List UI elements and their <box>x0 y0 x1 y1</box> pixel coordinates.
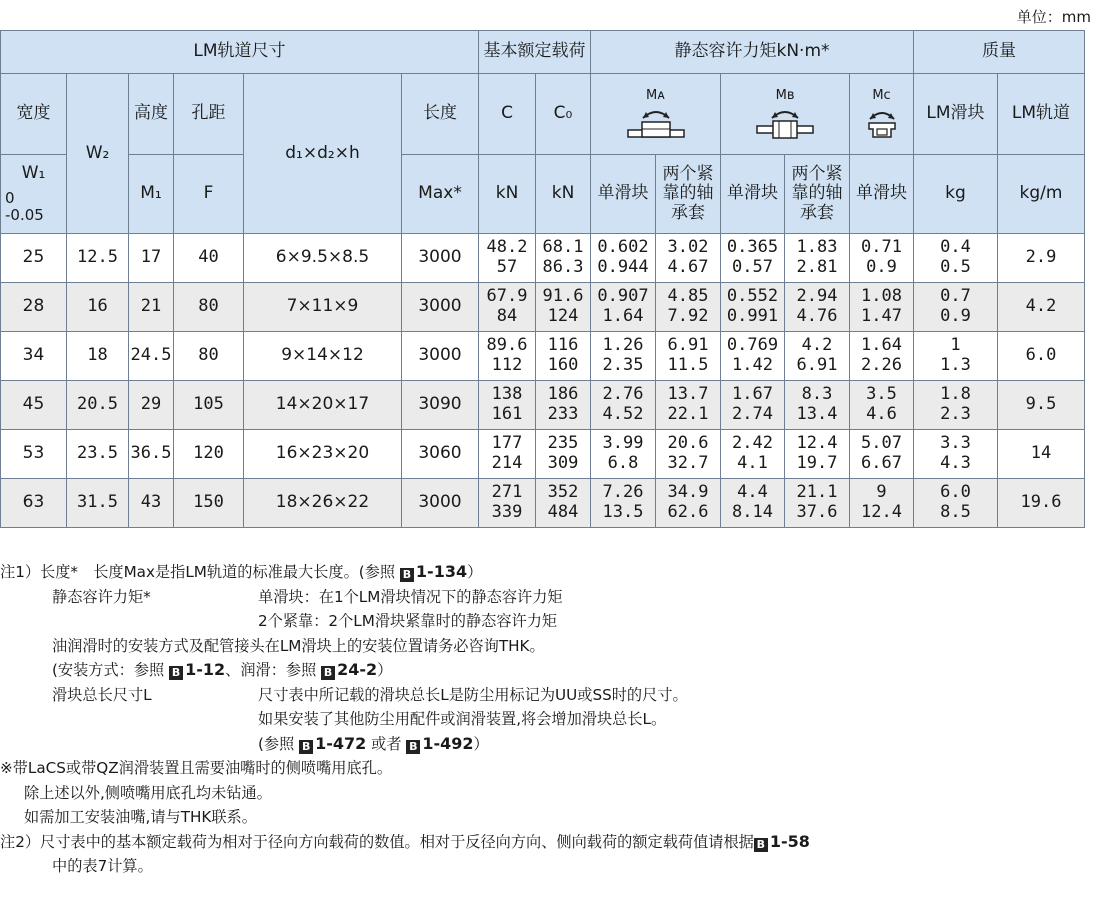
mb-double-block-header: 两个紧靠的轴承套 <box>785 155 850 234</box>
c-value: 57 <box>496 257 518 277</box>
ma-double-cell <box>656 234 721 283</box>
mb-single-value: 8.14 <box>732 502 773 522</box>
c-unit: kN <box>479 155 536 234</box>
mb-double-value: 1.83 <box>796 237 838 258</box>
note-label: 静态容许力矩* <box>52 587 151 606</box>
w1-cell: 34 <box>1 332 67 381</box>
m1-cell: 29 <box>129 381 174 430</box>
c-value: 84 <box>496 306 518 326</box>
rolling-moment-icon <box>862 105 902 139</box>
block-mass-value: 0.4 <box>940 237 971 258</box>
c0-value: 116 <box>547 335 579 356</box>
mb-single-value: 1.42 <box>732 355 773 375</box>
lm-rail-dimensions-header: LM轨道尺寸 <box>1 31 479 74</box>
ma-double-value: 32.7 <box>667 453 709 473</box>
m1-cell: 17 <box>129 234 174 283</box>
length-header: 长度 <box>402 74 479 155</box>
mb-double-cell <box>785 479 850 528</box>
note-line: 2个紧靠：2个LM滑块紧靠时的静态容许力矩 <box>258 612 558 630</box>
ma-single-value: 4.52 <box>602 404 644 424</box>
holes-cell: 14×20×17 <box>244 381 402 430</box>
ma-single-value: 0.944 <box>597 257 649 277</box>
mb-single-value: 0.991 <box>726 306 779 326</box>
max-length-cell: 3090 <box>402 381 479 430</box>
block-mass-value: 1 <box>950 335 961 356</box>
c-value: 138 <box>491 384 523 405</box>
mc-value: 1.08 <box>861 286 902 307</box>
ma-single-value: 0.602 <box>597 237 649 258</box>
mb-single-cell <box>721 234 785 283</box>
w2-header: W₂ <box>67 74 129 234</box>
ma-single-value: 7.26 <box>602 482 644 503</box>
w2-cell: 18 <box>67 332 129 381</box>
w2-cell: 31.5 <box>67 479 129 528</box>
ma-single-value: 6.8 <box>607 453 639 473</box>
m1-cell: 36.5 <box>129 430 174 479</box>
f-cell: 40 <box>174 234 244 283</box>
page-reference-icon: B <box>169 666 183 680</box>
holes-cell: 9×14×12 <box>244 332 402 381</box>
ma-double-value: 34.9 <box>667 482 709 503</box>
block-mass-cell <box>914 479 998 528</box>
note-text: 或者 <box>366 734 407 753</box>
ma-single-value: 2.35 <box>602 355 644 375</box>
page-reference-icon: B <box>321 666 335 680</box>
c0-value: 86.3 <box>542 257 584 277</box>
mc-label: Mᴄ <box>872 87 891 103</box>
mb-single-cell <box>721 381 785 430</box>
mb-single-value: 0.365 <box>726 237 779 258</box>
w1-tolerance-lower: -0.05 <box>5 205 44 224</box>
mb-double-value: 6.91 <box>796 355 838 375</box>
note-text: 注1）长度* 长度Max是指LM轨道的标准最大长度。(参照 <box>0 563 400 581</box>
block-mass-unit: kg <box>914 155 998 234</box>
max-length-cell: 3000 <box>402 332 479 381</box>
mb-label: Mʙ <box>775 87 795 103</box>
mb-double-cell <box>785 234 850 283</box>
note-line: 如果安装了其他防尘用配件或润滑装置,将会增加滑块总长L。 <box>258 710 667 728</box>
holes-header: d₁×d₂×h <box>244 74 402 234</box>
table-row <box>1 381 1085 430</box>
m1-header: M₁ <box>129 155 174 234</box>
mb-single-value: 1.67 <box>732 384 773 405</box>
c-cell <box>479 381 536 430</box>
table-row <box>1 332 1085 381</box>
ma-double-value: 7.92 <box>667 306 709 326</box>
block-mass-value: 1.3 <box>940 355 971 375</box>
mc-cell <box>850 234 914 283</box>
page-reference: 1-472 <box>315 733 367 753</box>
f-cell: 105 <box>174 381 244 430</box>
note-label: 滑块总长尺寸L <box>52 685 152 704</box>
note-text: ） <box>467 563 483 581</box>
ma-single-value: 0.907 <box>597 286 649 307</box>
note-text: ） <box>473 734 489 753</box>
rail-mass-cell: 19.6 <box>998 479 1085 528</box>
mb-double-cell <box>785 332 850 381</box>
w1-header <box>1 155 67 234</box>
mc-value: 5.07 <box>861 433 902 454</box>
page-reference: 24-2 <box>337 660 378 679</box>
mc-value: 4.6 <box>866 404 897 424</box>
c-header: C <box>479 74 536 155</box>
w2-cell: 23.5 <box>67 430 129 479</box>
note-text: 尺寸表中所记载的滑块总长L是防尘用标记为UU或SS时的尺寸。 <box>258 685 688 704</box>
note-text: (安装方式：参照 <box>52 661 170 679</box>
mb-double-value: 13.4 <box>796 404 838 424</box>
c-cell <box>479 234 536 283</box>
ma-double-block-header: 两个紧靠的轴承套 <box>656 155 721 234</box>
c0-value: 124 <box>547 306 579 326</box>
ma-double-value: 4.67 <box>667 257 709 277</box>
ma-single-value: 3.99 <box>602 433 644 454</box>
mc-single-block-header: 单滑块 <box>850 155 914 234</box>
ma-double-value: 3.02 <box>667 237 709 258</box>
block-mass-value: 3.3 <box>940 433 971 454</box>
ma-double-cell <box>656 283 721 332</box>
w2-cell: 20.5 <box>67 381 129 430</box>
pitch-header: 孔距 <box>174 74 244 155</box>
c-value: 214 <box>491 453 523 473</box>
ma-label: Mᴀ <box>646 87 665 103</box>
block-mass-value: 1.8 <box>940 384 971 405</box>
block-mass-value: 0.7 <box>940 286 971 307</box>
note-text: 单滑块：在1个LM滑块情况下的静态容许力矩 <box>258 587 563 606</box>
note-line: ※带LaCS或带QZ润滑装置且需要油嘴时的侧喷嘴用底孔。 <box>0 759 393 777</box>
mc-value: 1.64 <box>861 335 902 356</box>
mb-single-cell <box>721 479 785 528</box>
ma-single-value: 1.26 <box>602 335 644 356</box>
m1-cell: 24.5 <box>129 332 174 381</box>
c0-cell <box>536 381 591 430</box>
mb-single-value: 2.42 <box>732 433 773 454</box>
width-header: 宽度 <box>1 74 67 155</box>
table-row <box>1 430 1085 479</box>
page-reference-icon: B <box>400 568 414 582</box>
page-reference-icon: B <box>299 740 313 754</box>
mb-single-cell <box>721 332 785 381</box>
rail-mass-cell: 2.9 <box>998 234 1085 283</box>
ma-single-cell <box>591 332 656 381</box>
mc-header <box>850 74 914 155</box>
c0-unit: kN <box>536 155 591 234</box>
holes-cell: 7×11×9 <box>244 283 402 332</box>
rail-mass-cell: 9.5 <box>998 381 1085 430</box>
w1-cell: 28 <box>1 283 67 332</box>
note-line <box>0 830 1097 855</box>
mc-value: 3.5 <box>866 384 897 405</box>
ma-single-value: 2.76 <box>602 384 644 405</box>
mc-value: 2.26 <box>861 355 902 375</box>
c0-value: 352 <box>547 482 579 503</box>
page-reference: 1-134 <box>415 562 468 581</box>
pitching-moment-icon <box>625 105 687 139</box>
ma-single-cell <box>591 381 656 430</box>
ma-double-value: 11.5 <box>667 355 709 375</box>
block-mass-cell <box>914 430 998 479</box>
mc-value: 12.4 <box>861 502 902 522</box>
block-mass-cell <box>914 234 998 283</box>
c0-value: 309 <box>547 453 579 473</box>
holes-cell: 6×9.5×8.5 <box>244 234 402 283</box>
rail-mass-cell: 4.2 <box>998 283 1085 332</box>
mc-cell <box>850 332 914 381</box>
table-row <box>1 283 1085 332</box>
f-cell: 80 <box>174 332 244 381</box>
mb-header <box>721 74 850 155</box>
mc-cell <box>850 381 914 430</box>
mb-double-cell <box>785 381 850 430</box>
mass-header: 质量 <box>914 31 1085 74</box>
note-line: 如需加工安装油嘴,请与THK联系。 <box>24 808 257 826</box>
ma-single-value: 1.64 <box>602 306 644 326</box>
ma-single-cell <box>591 283 656 332</box>
block-mass-value: 6.0 <box>940 482 971 503</box>
note-line <box>0 585 1097 610</box>
w2-cell: 12.5 <box>67 234 129 283</box>
mb-single-block-header: 单滑块 <box>721 155 785 234</box>
c-value: 161 <box>491 404 523 424</box>
c0-value: 186 <box>547 384 579 405</box>
dimension-table <box>0 30 1085 528</box>
table-row <box>1 479 1085 528</box>
c0-cell <box>536 430 591 479</box>
height-header: 高度 <box>129 74 174 155</box>
note-text: 、润滑：参照 <box>225 661 322 679</box>
note-line <box>0 732 1097 757</box>
c0-cell <box>536 234 591 283</box>
mb-single-value: 0.769 <box>726 335 779 356</box>
max-length-cell: 3000 <box>402 234 479 283</box>
holes-cell: 18×26×22 <box>244 479 402 528</box>
ma-double-value: 62.6 <box>667 502 709 522</box>
ma-single-cell <box>591 479 656 528</box>
mb-double-value: 21.1 <box>796 482 838 503</box>
w1-cell: 45 <box>1 381 67 430</box>
w2-cell: 16 <box>67 283 129 332</box>
mc-value: 0.9 <box>866 257 897 277</box>
mb-double-value: 19.7 <box>796 453 838 473</box>
m1-cell: 43 <box>129 479 174 528</box>
ma-double-value: 22.1 <box>667 404 709 424</box>
w1-symbol: W₁ <box>21 162 46 183</box>
c0-cell <box>536 479 591 528</box>
block-mass-cell <box>914 283 998 332</box>
f-cell: 120 <box>174 430 244 479</box>
c0-cell <box>536 332 591 381</box>
ma-double-cell <box>656 332 721 381</box>
mb-single-value: 0.57 <box>732 257 773 277</box>
basic-load-rating-header: 基本额定载荷 <box>479 31 591 74</box>
block-mass-value: 0.9 <box>940 306 971 326</box>
lm-rail-mass-header: LM轨道 <box>998 74 1085 155</box>
block-mass-value: 4.3 <box>940 453 971 473</box>
c-cell <box>479 332 536 381</box>
ma-double-cell <box>656 381 721 430</box>
block-mass-cell <box>914 332 998 381</box>
ma-double-value: 20.6 <box>667 433 709 454</box>
c-value: 271 <box>491 482 523 503</box>
mc-cell <box>850 283 914 332</box>
c0-value: 484 <box>547 502 579 522</box>
c-value: 112 <box>491 355 523 375</box>
table-row <box>1 234 1085 283</box>
w1-cell: 63 <box>1 479 67 528</box>
rail-mass-cell: 6.0 <box>998 332 1085 381</box>
note-line <box>0 683 1097 708</box>
page-reference: 1-12 <box>185 660 226 679</box>
mc-value: 1.47 <box>861 306 902 326</box>
ma-double-cell <box>656 479 721 528</box>
mb-double-value: 2.81 <box>796 257 838 277</box>
note-text: ） <box>377 661 393 679</box>
mb-single-value: 0.552 <box>726 286 779 307</box>
mc-cell <box>850 430 914 479</box>
w1-tolerance-upper: 0 <box>5 188 15 207</box>
mb-double-value: 4.76 <box>796 306 838 326</box>
note-line: 除上述以外,侧喷嘴用底孔均未钻通。 <box>24 783 272 802</box>
c-value: 89.6 <box>486 335 528 356</box>
mb-single-cell <box>721 430 785 479</box>
ma-single-cell <box>591 430 656 479</box>
note-line <box>0 560 1097 585</box>
ma-double-cell <box>656 430 721 479</box>
ma-double-value: 4.85 <box>667 286 709 307</box>
page-reference: 1-492 <box>422 733 474 753</box>
w1-cell: 53 <box>1 430 67 479</box>
block-mass-value: 0.5 <box>940 257 971 277</box>
lm-block-mass-header: LM滑块 <box>914 74 998 155</box>
ma-single-cell <box>591 234 656 283</box>
f-header: F <box>174 155 244 234</box>
c-value: 177 <box>491 433 523 454</box>
c0-value: 68.1 <box>542 237 584 258</box>
page-reference: 1-58 <box>769 831 810 851</box>
c0-value: 91.6 <box>542 286 584 307</box>
yawing-moment-icon <box>754 105 816 139</box>
mb-double-cell <box>785 283 850 332</box>
f-cell: 150 <box>174 479 244 528</box>
c-cell <box>479 283 536 332</box>
mb-double-value: 4.2 <box>801 335 833 356</box>
notes-section <box>0 560 1097 879</box>
max-length-header: Max* <box>402 155 479 234</box>
block-mass-cell <box>914 381 998 430</box>
block-mass-value: 2.3 <box>940 404 971 424</box>
mb-double-value: 12.4 <box>796 433 838 454</box>
mc-value: 6.67 <box>861 453 902 473</box>
max-length-cell: 3000 <box>402 479 479 528</box>
c0-value: 233 <box>547 404 579 424</box>
ma-double-value: 6.91 <box>667 335 709 356</box>
max-length-cell: 3000 <box>402 283 479 332</box>
block-mass-value: 8.5 <box>940 502 971 522</box>
f-cell: 80 <box>174 283 244 332</box>
unit-label: 单位：mm <box>1016 8 1091 26</box>
c0-value: 160 <box>547 355 579 375</box>
page-reference-icon: B <box>406 740 420 754</box>
note-line: 中的表7计算。 <box>52 857 153 875</box>
ma-single-block-header: 单滑块 <box>591 155 656 234</box>
c-value: 48.2 <box>486 237 528 258</box>
mb-double-value: 8.3 <box>801 384 833 405</box>
mb-single-value: 4.1 <box>737 453 768 473</box>
mb-double-value: 37.6 <box>796 502 838 522</box>
mb-single-value: 2.74 <box>732 404 773 424</box>
note-text: 注2）尺寸表中的基本额定载荷为相对于径向方向载荷的数值。相对于反径向方向、侧向载荷的额定载荷值请根据 <box>0 832 754 851</box>
rail-mass-unit: kg/m <box>998 155 1085 234</box>
c0-header: C₀ <box>536 74 591 155</box>
mb-single-value: 4.4 <box>737 482 768 503</box>
c0-cell <box>536 283 591 332</box>
c0-value: 235 <box>547 433 579 454</box>
rail-mass-cell: 14 <box>998 430 1085 479</box>
ma-single-value: 13.5 <box>602 502 644 522</box>
c-cell <box>479 430 536 479</box>
mc-value: 0.71 <box>861 237 902 258</box>
c-value: 339 <box>491 502 523 522</box>
static-moment-header: 静态容许力矩kN·m* <box>591 31 914 74</box>
mc-cell <box>850 479 914 528</box>
ma-header <box>591 74 721 155</box>
mb-single-cell <box>721 283 785 332</box>
note-line: 油润滑时的安装方式及配管接头在LM滑块上的安装位置请务必咨询THK。 <box>52 636 545 655</box>
max-length-cell: 3060 <box>402 430 479 479</box>
page-reference-icon: B <box>754 838 768 852</box>
c-cell <box>479 479 536 528</box>
note-line <box>0 658 1097 683</box>
w1-cell: 25 <box>1 234 67 283</box>
note-text: (参照 <box>258 734 300 753</box>
mb-double-value: 2.94 <box>796 286 838 307</box>
mb-double-cell <box>785 430 850 479</box>
m1-cell: 21 <box>129 283 174 332</box>
mc-value: 9 <box>876 482 887 503</box>
ma-double-value: 13.7 <box>667 384 709 405</box>
c-value: 67.9 <box>486 286 528 307</box>
holes-cell: 16×23×20 <box>244 430 402 479</box>
